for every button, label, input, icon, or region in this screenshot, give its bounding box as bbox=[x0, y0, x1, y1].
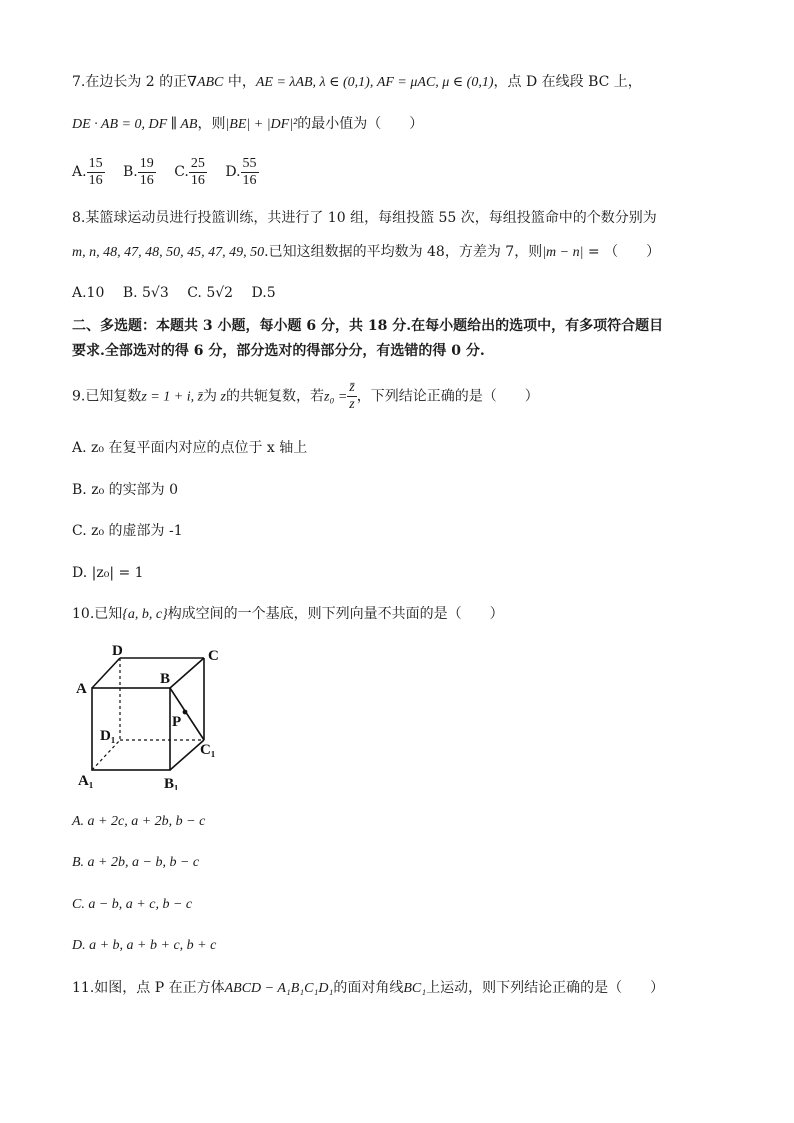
label-D1: D₁ bbox=[100, 728, 116, 744]
q8-option-b: B. 5√3 bbox=[122, 285, 169, 301]
q7-cond-suffix: ，点 D 在线段 BC 上， bbox=[493, 74, 642, 90]
q8-options bbox=[72, 283, 290, 303]
q9-option-a: A. z₀ 在复平面内对应的点位于 x 轴上 bbox=[72, 440, 308, 456]
q8-option-d: D.5 bbox=[251, 285, 276, 301]
q7-question: 的最小值为（ ） bbox=[297, 116, 424, 132]
section2-header-line2: 要求.全部选对的得 6 分，部分选对的得部分分，有选错的得 0 分. bbox=[72, 343, 485, 359]
section2-header-line1: 二、多选题：本题共 3 小题，每小题 6 分，共 18 分.在每小题给出的选项中，有多项符合题目 bbox=[72, 318, 664, 334]
q8-data: m, n, 48, 47, 48, 50, 45, 47, 49, 50 bbox=[72, 245, 265, 260]
q9-option-d: D. |z₀| = 1 bbox=[72, 565, 144, 581]
q8-option-c: C. 5√2 bbox=[187, 285, 234, 301]
q10-option-d: D. a + b, a + b + c, b + c bbox=[72, 938, 217, 953]
q7-dot-condition: DE · AB = 0, DF ∥ AB bbox=[72, 117, 198, 132]
q9-option-c: C. z₀ 的虚部为 -1 bbox=[72, 523, 183, 539]
label-P: P bbox=[172, 714, 182, 730]
q7-mid: 中， bbox=[223, 74, 256, 90]
label-B: B bbox=[160, 671, 171, 687]
q11-diagonal: BC₁ bbox=[403, 981, 427, 996]
q7-option-d: D. $\frac{55}{16}$ bbox=[225, 155, 257, 188]
cube-figure bbox=[72, 640, 232, 794]
q7-option-c: C. $\frac{25}{16}$ bbox=[174, 155, 205, 188]
q7-options bbox=[72, 155, 273, 189]
q10-basis: {a, b, c} bbox=[122, 607, 168, 622]
q7-stem-prefix: 7.在边长为 2 的正 bbox=[72, 74, 188, 90]
q10-option-b: B. a + 2b, a − b, b − c bbox=[72, 855, 200, 870]
q7-expression: |BE| + |DF|² bbox=[225, 117, 298, 132]
q7-stem-line1 bbox=[72, 72, 642, 93]
q9-fraction: $\frac{z̄}{z}$ bbox=[349, 380, 355, 412]
q8-option-a: A.10 bbox=[72, 285, 105, 301]
label-C: C bbox=[208, 648, 219, 664]
q11-cube: ABCD − A₁B₁C₁D₁ bbox=[224, 981, 334, 996]
q7-vector-conditions: AE = λAB, λ ∈ (0,1), AF = μAC, μ ∈ (0,1) bbox=[255, 75, 494, 90]
q10-option-c: C. a − b, a + c, b − c bbox=[72, 897, 193, 912]
q9-option-b: B. z₀ 的实部为 0 bbox=[72, 482, 178, 498]
q8-data-suffix: .已知这组数据的平均数为 48，方差为 7，则 bbox=[264, 244, 543, 260]
q7-option-b: B. $\frac{19}{16}$ bbox=[123, 155, 154, 188]
label-B1: B₁ bbox=[164, 776, 179, 790]
q7-option-a: A. $\frac{15}{16}$ bbox=[72, 155, 103, 188]
q7-triangle: ∇ABC bbox=[187, 75, 224, 90]
label-C1: C₁ bbox=[200, 742, 216, 758]
q11-stem: 11.如图，点 P 在正方体ABCD − A₁B₁C₁D₁的面对角线BC₁上运动，则下列结论正确的是（ ） bbox=[72, 980, 665, 996]
q7-then: ，则 bbox=[197, 116, 226, 132]
q7-stem-line2 bbox=[72, 114, 423, 135]
q8-stem-line2 bbox=[72, 242, 660, 263]
label-A1: A₁ bbox=[78, 773, 94, 789]
q10-option-a: A. a + 2c, a + 2b, b − c bbox=[72, 814, 206, 829]
q10-stem: 10.已知{a, b, c}构成空间的一个基底，则下列向量不共面的是（ ） bbox=[72, 606, 504, 622]
q8-stem-line1: 8.某篮球运动员进行投篮训练，共进行了 10 组，每组投篮 55 次，每组投篮命中的个数分别为 bbox=[72, 210, 657, 226]
label-D: D bbox=[112, 643, 123, 659]
q8-expression: |m − n| bbox=[542, 245, 584, 260]
q9-stem: 9.已知复数z = 1 + i, z̄为 z的共轭复数，若z₀ = $\frac{z̄}{z}$ ，下列结论正确的是（ ） bbox=[72, 380, 539, 412]
q9-z-definition: z = 1 + i, z̄ bbox=[141, 389, 204, 405]
q8-question: = （ ） bbox=[583, 244, 661, 260]
label-A: A bbox=[76, 681, 87, 697]
q9-z0-lhs: z₀ = bbox=[324, 389, 348, 405]
